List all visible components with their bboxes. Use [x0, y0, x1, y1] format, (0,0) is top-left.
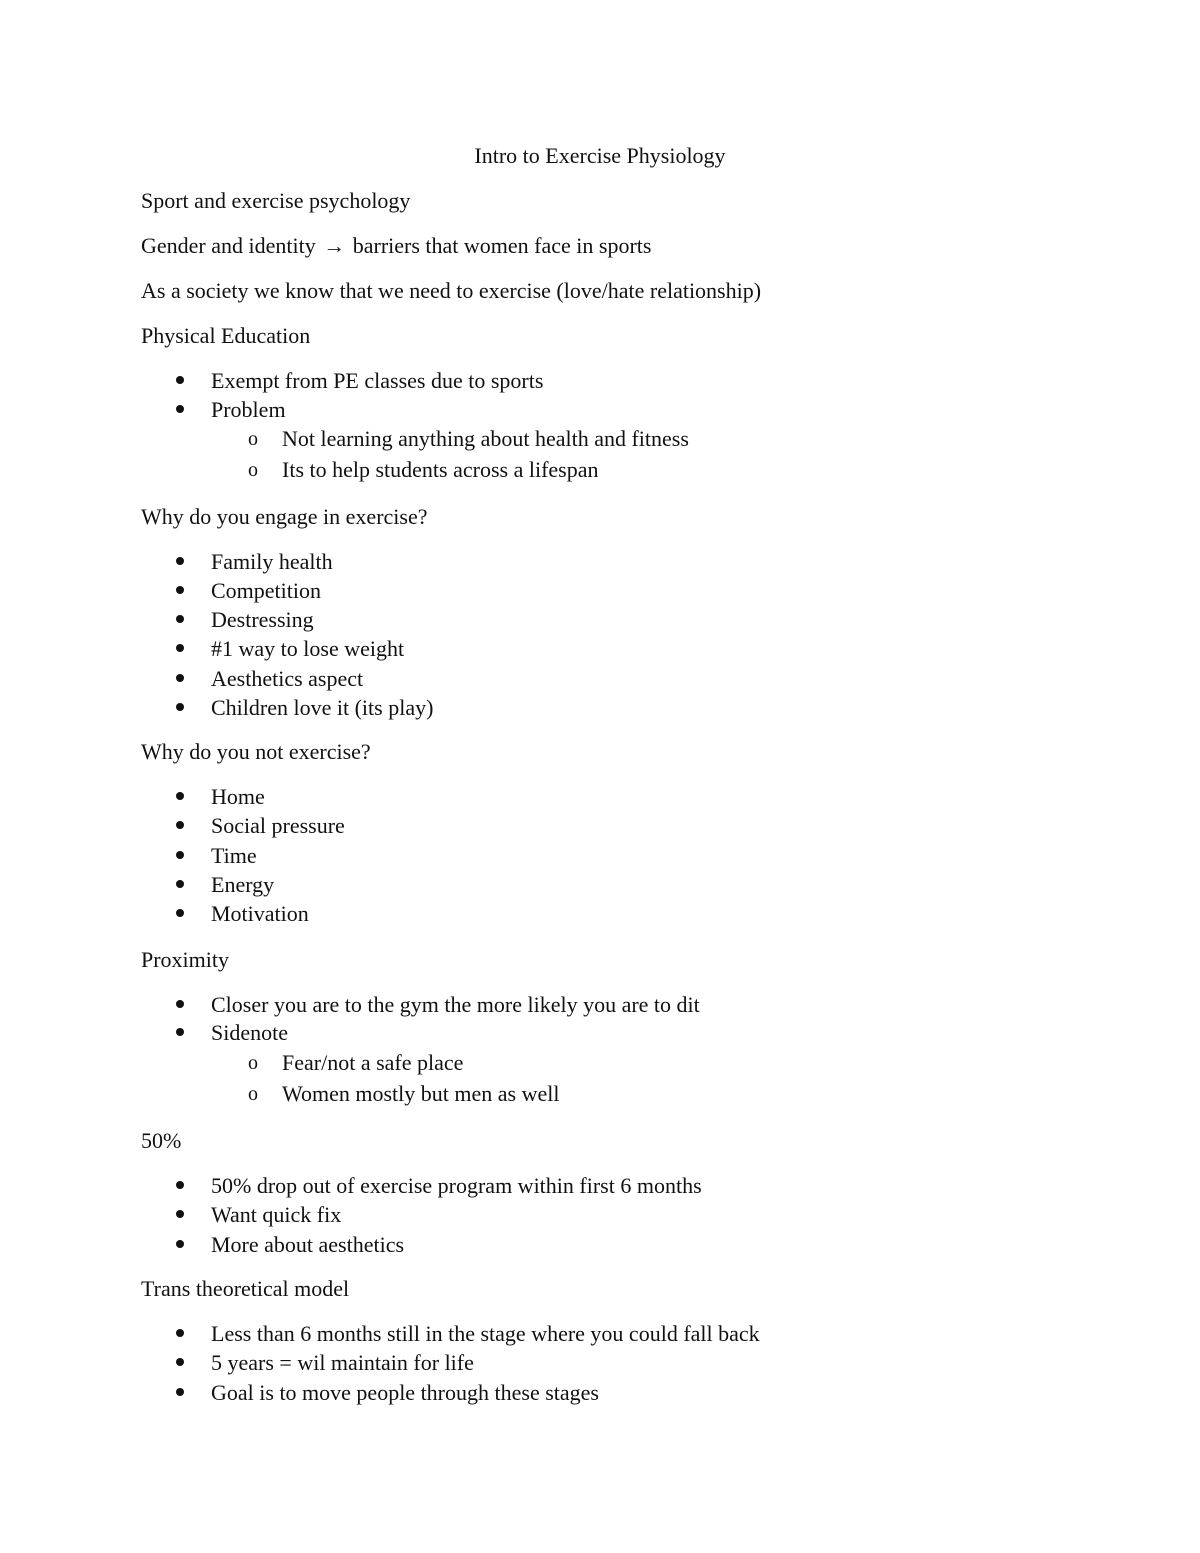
list-item: Want quick fix: [211, 1202, 342, 1227]
bullet-icon: [176, 615, 184, 623]
bullet-icon: [176, 1181, 184, 1189]
heading-why-not: Why do you not exercise?: [141, 739, 371, 764]
bullet-icon: [176, 405, 184, 413]
gender-identity-text: Gender and identity: [141, 233, 316, 258]
bullet-icon: [176, 1210, 184, 1218]
bullet-icon: [176, 674, 184, 682]
heading-why-engage: Why do you engage in exercise?: [141, 504, 428, 529]
paragraph-sport-psychology: Sport and exercise psychology: [141, 188, 411, 213]
list-item: Children love it (its play): [211, 695, 434, 720]
bullet-icon: [176, 1388, 184, 1396]
bullet-icon: [176, 1000, 184, 1008]
list-item: Sidenote: [211, 1020, 288, 1045]
sub-list-item: Not learning anything about health and fitness: [282, 426, 689, 451]
sub-list-item: Its to help students across a lifespan: [282, 457, 599, 482]
list-item: Social pressure: [211, 813, 345, 838]
bullet-icon: [176, 557, 184, 565]
barriers-text: barriers that women face in sports: [352, 233, 652, 258]
list-item: Competition: [211, 578, 321, 603]
list-item: Home: [211, 784, 265, 809]
bullet-icon: [176, 376, 184, 384]
paragraph-society: As a society we know that we need to exercise (love/hate relationship): [141, 278, 762, 303]
bullet-icon: [176, 1240, 184, 1248]
bullet-icon: [176, 880, 184, 888]
list-item: Less than 6 months still in the stage where you could fall back: [211, 1321, 760, 1346]
right-arrow-icon: →: [323, 233, 346, 258]
bullet-icon: [176, 821, 184, 829]
bullet-icon: [176, 1358, 184, 1366]
sub-bullet-icon: o: [248, 428, 258, 450]
sub-bullet-icon: o: [248, 1052, 258, 1074]
list-item: Problem: [211, 397, 286, 422]
list-item: More about aesthetics: [211, 1232, 405, 1257]
list-item: Goal is to move people through these stages: [211, 1380, 599, 1405]
bullet-icon: [176, 792, 184, 800]
heading-trans-theoretical: Trans theoretical model: [141, 1276, 350, 1301]
bullet-icon: [176, 644, 184, 652]
list-item: 5 years = wil maintain for life: [211, 1350, 474, 1375]
sub-list-item: Fear/not a safe place: [282, 1050, 464, 1075]
list-item: Aesthetics aspect: [211, 666, 364, 691]
list-item: Closer you are to the gym the more likely you are to dit: [211, 992, 700, 1017]
sub-bullet-icon: o: [248, 1083, 258, 1105]
bullet-icon: [176, 703, 184, 711]
list-item: Energy: [211, 872, 275, 897]
list-item: Time: [211, 843, 257, 868]
list-item: 50% drop out of exercise program within first 6 months: [211, 1173, 702, 1198]
document-title: Intro to Exercise Physiology: [474, 143, 726, 168]
paragraph-gender-identity: [141, 233, 651, 259]
list-item: Family health: [211, 549, 333, 574]
bullet-icon: [176, 1329, 184, 1337]
sub-bullet-icon: o: [248, 459, 258, 481]
list-item: Exempt from PE classes due to sports: [211, 368, 544, 393]
list-item: #1 way to lose weight: [211, 636, 405, 661]
list-item: Destressing: [211, 607, 314, 632]
bullet-icon: [176, 909, 184, 917]
bullet-icon: [176, 1028, 184, 1036]
sub-list-item: Women mostly but men as well: [282, 1081, 560, 1106]
list-item: Motivation: [211, 901, 309, 926]
heading-fifty-percent: 50%: [141, 1128, 182, 1153]
heading-physical-education: Physical Education: [141, 323, 311, 348]
bullet-icon: [176, 586, 184, 594]
heading-proximity: Proximity: [141, 947, 230, 972]
bullet-icon: [176, 851, 184, 859]
